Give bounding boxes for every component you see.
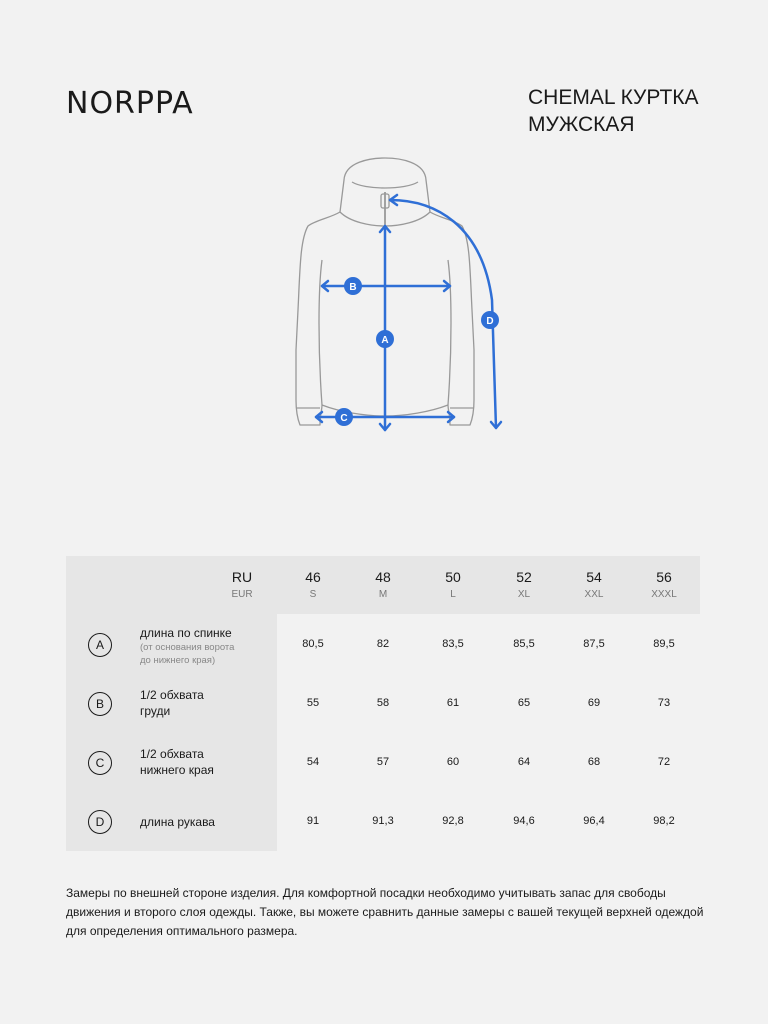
diagram-label-a: A <box>381 335 389 346</box>
size-eur: L <box>450 589 456 600</box>
row-label-sub2: до нижнего края) <box>140 655 216 666</box>
size-table <box>66 556 700 851</box>
row-label <box>140 687 275 719</box>
table-cell: 96,4 <box>583 815 605 827</box>
size-ru: 56 <box>656 569 672 585</box>
header-region-labels <box>212 569 272 600</box>
table-cell: 64 <box>517 756 531 768</box>
table-cell: 58 <box>376 697 390 709</box>
size-column-52 <box>494 569 554 600</box>
size-eur: M <box>378 589 388 600</box>
table-cell: 54 <box>306 756 320 768</box>
table-cell: 87,5 <box>583 638 605 650</box>
row-label-line2: груди <box>140 704 171 718</box>
table-cell: 65 <box>517 697 531 709</box>
table-cell: 73 <box>657 697 671 709</box>
diagram-label-b: B <box>349 282 357 293</box>
table-cell: 82 <box>376 638 390 650</box>
table-cell: 91 <box>306 815 320 827</box>
size-column-48 <box>353 569 413 600</box>
table-cell: 83,5 <box>442 638 464 650</box>
size-eur: S <box>309 589 317 600</box>
table-cell: 94,6 <box>513 815 535 827</box>
row-label-main: 1/2 обхвата <box>140 747 204 761</box>
table-cell: 60 <box>446 756 460 768</box>
size-ru: 54 <box>586 569 602 585</box>
product-title-line2: МУЖСКАЯ <box>528 113 635 136</box>
size-ru: 46 <box>305 569 321 585</box>
measurement-note: Замеры по внешней стороне изделия. Для комфортной посадки необходимо учитывать запас для свободы движения и второго слоя одежды. Также, вы можете сравнить данные замеры с вашей текущей верхней одеждой для определения оптимального размера. <box>66 886 704 938</box>
size-eur: XL <box>517 589 531 600</box>
table-cell: 91,3 <box>372 815 394 827</box>
table-cell: 80,5 <box>302 638 324 650</box>
size-column-50 <box>423 569 483 600</box>
table-row <box>66 747 700 791</box>
row-label <box>140 746 275 778</box>
diagram-label-d: D <box>486 316 494 327</box>
row-label-main: длина по спинке <box>140 626 232 640</box>
brand-logo: NORPPA <box>66 86 194 121</box>
table-cell: 68 <box>587 756 601 768</box>
table-row <box>66 688 700 732</box>
row-key-badge: A <box>88 633 112 657</box>
table-cell: 61 <box>446 697 460 709</box>
size-ru: 50 <box>445 569 461 585</box>
table-cell: 72 <box>657 756 671 768</box>
product-title <box>528 84 699 138</box>
size-column-54 <box>564 569 624 600</box>
row-label <box>140 814 275 830</box>
jacket-measurement-diagram <box>260 150 520 450</box>
table-cell: 57 <box>376 756 390 768</box>
table-cell: 98,2 <box>653 815 675 827</box>
size-column-46 <box>283 569 343 600</box>
header-ru-label: RU <box>231 569 253 585</box>
size-eur: XXXL <box>651 589 677 600</box>
row-key-badge: B <box>88 692 112 716</box>
size-ru: 48 <box>375 569 391 585</box>
size-eur: XXL <box>584 589 604 600</box>
row-label-line2: нижнего края <box>140 763 214 777</box>
table-row <box>66 626 700 673</box>
table-cell: 85,5 <box>513 638 535 650</box>
table-cell: 92,8 <box>442 815 464 827</box>
table-cell: 69 <box>587 697 601 709</box>
measure-line-d <box>390 200 496 428</box>
table-cell: 55 <box>306 697 320 709</box>
row-label <box>140 625 275 667</box>
size-column-56 <box>634 569 694 600</box>
table-cell: 89,5 <box>653 638 675 650</box>
header-eur-label: EUR <box>231 589 253 600</box>
size-ru: 52 <box>516 569 532 585</box>
row-label-sub1: (от основания ворота <box>140 642 235 653</box>
row-label-main: длина рукава <box>140 815 215 829</box>
diagram-label-c: C <box>340 413 348 424</box>
row-key-badge: C <box>88 751 112 775</box>
product-title-line1: CHEMAL КУРТКА <box>528 86 699 109</box>
row-label-main: 1/2 обхвата <box>140 688 204 702</box>
table-row <box>66 810 700 840</box>
row-key-badge: D <box>88 810 112 834</box>
